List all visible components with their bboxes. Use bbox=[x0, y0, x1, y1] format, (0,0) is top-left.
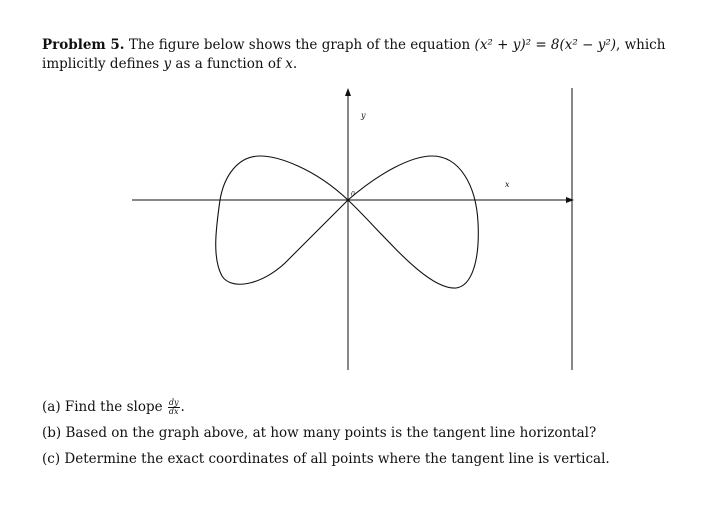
problem-label: Problem 5. bbox=[42, 37, 125, 53]
problem-intro: The figure below shows the graph of the equation bbox=[128, 37, 471, 53]
y-axis-arrow-icon bbox=[345, 88, 351, 96]
origin-label: 0 bbox=[351, 191, 355, 198]
problem-var-y: y bbox=[163, 56, 172, 72]
derivative-fraction bbox=[168, 399, 180, 416]
question-c: (c) Determine the exact coordinates of all points where the tangent line is vertical. bbox=[42, 451, 610, 467]
problem-statement bbox=[42, 36, 682, 74]
lemniscate-figure bbox=[120, 80, 590, 380]
y-axis-label: y bbox=[361, 111, 366, 120]
lemniscate-curve bbox=[216, 156, 479, 288]
problem-line2-b: as a function of bbox=[175, 56, 281, 72]
x-axis-arrow-icon bbox=[566, 197, 574, 203]
question-b: (b) Based on the graph above, at how many points is the tangent line horizontal? bbox=[42, 425, 597, 441]
problem-line2-a: implicitly defines bbox=[42, 56, 160, 72]
derivative-denominator: dx bbox=[168, 407, 179, 416]
problem-var-x: x bbox=[285, 56, 293, 72]
x-axis-label: x bbox=[505, 180, 510, 189]
questions bbox=[42, 398, 682, 476]
question-a bbox=[42, 398, 682, 417]
problem-equation: (x² + y)² = 8(x² − y²) bbox=[474, 37, 617, 53]
derivative-numerator: dy bbox=[168, 398, 179, 407]
question-a-text: (a) Find the slope bbox=[42, 399, 163, 415]
problem-period: . bbox=[292, 56, 298, 72]
problem-which: , which bbox=[616, 37, 666, 53]
question-a-suffix: . bbox=[180, 399, 185, 415]
